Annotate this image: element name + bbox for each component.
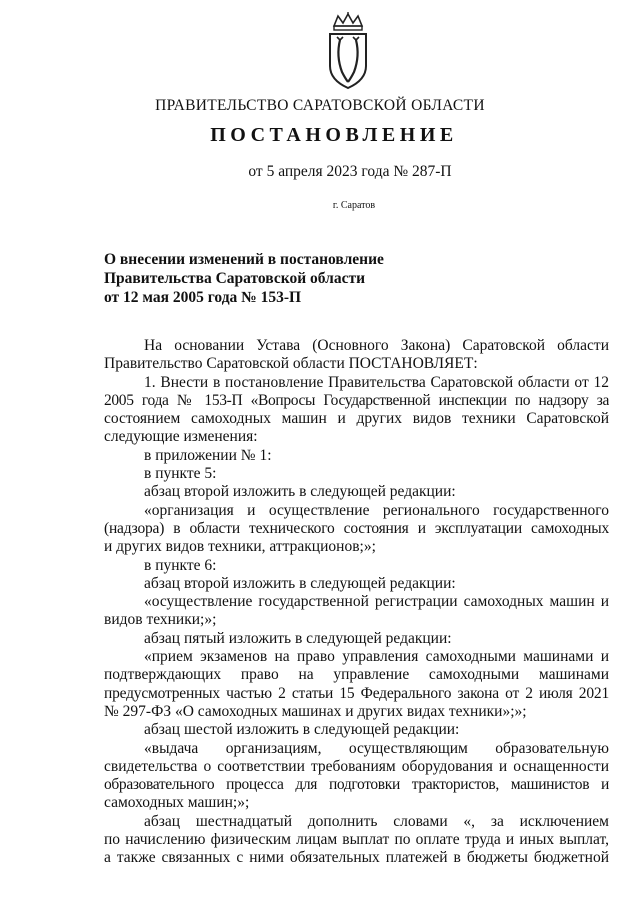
subject-line: от 12 мая 2005 года № 153-П xyxy=(104,289,302,306)
body-line: в приложении № 1: xyxy=(144,446,272,464)
body-line: «осуществление государственной регистрации самоходных машин и xyxy=(144,593,609,611)
body-line: «выдача организациям, осуществляющим образовательную xyxy=(144,739,609,757)
government-name: ПРАВИТЕЛЬСТВО САРАТОВСКОЙ ОБЛАСТИ xyxy=(155,97,485,114)
body-line: состоянием самоходных машин и других видов техники Саратовской xyxy=(104,410,609,428)
body-line: предусмотренных частью 2 статьи 15 Федерального закона от 2 июля 2021 xyxy=(104,684,609,702)
document-body xyxy=(104,337,609,868)
body-line: На основании Устава (Основного Закона) Саратовской области xyxy=(144,337,609,354)
coat-of-arms-icon xyxy=(318,12,378,92)
body-line: и других видов техники, аттракционов;»; xyxy=(104,538,376,556)
body-line: свидетельства о соответствии требованиям оборудования и оснащенности xyxy=(104,757,609,775)
body-line: абзац второй изложить в следующей редакции: xyxy=(144,483,456,501)
body-line: по начислению физическим лицам выплат по оплате труда и иных выплат, xyxy=(104,831,609,849)
city-name: г. Саратов xyxy=(332,200,376,211)
body-line: в пункте 6: xyxy=(144,556,217,574)
body-line: абзац шестой изложить в следующей редакции: xyxy=(144,721,460,739)
body-line: № 297-ФЗ «О самоходных машинах и других видах техники»;»; xyxy=(104,702,527,720)
body-line: в пункте 5: xyxy=(144,465,217,483)
body-line: Правительство Саратовской области ПОСТАНОВЛЯЕТ: xyxy=(104,355,478,373)
body-line: 2005 года № 153-П «Вопросы Государственной инспекции по надзору за xyxy=(104,391,609,409)
body-line: 1. Внести в постановление Правительства Саратовской области от 12 xyxy=(144,373,609,391)
body-line: абзац пятый изложить в следующей редакции: xyxy=(144,629,452,647)
subject-line: О внесении изменений в постановление xyxy=(104,251,384,268)
body-line: абзац шестнадцатый дополнить словами «, за исключением xyxy=(144,812,609,830)
body-line: «организация и осуществление регионального государственного xyxy=(144,501,609,519)
subject-heading xyxy=(104,250,384,307)
body-line: подтверждающих право на управление самоходными машинами xyxy=(104,666,609,684)
body-line: «прием экзаменов на право управления самоходными машинами и xyxy=(144,648,609,666)
subject-line: Правительства Саратовской области xyxy=(104,270,365,287)
body-line: самоходных машин;»; xyxy=(104,794,250,812)
body-line: а также связанных с ними обязательных платежей в бюджеты бюджетной xyxy=(104,849,609,867)
body-line: образовательного процесса для подготовки трактористов, машинистов и xyxy=(104,776,609,794)
body-line: следующие изменения: xyxy=(104,428,258,446)
date-and-number: от 5 апреля 2023 года № 287-П xyxy=(248,163,452,180)
body-line: видов техники;»; xyxy=(104,611,217,629)
document-type-title: ПОСТАНОВЛЕНИЕ xyxy=(210,124,458,146)
body-line: абзац второй изложить в следующей редакции: xyxy=(144,574,456,592)
body-line: (надзора) в области технического состояния и эксплуатации самоходных xyxy=(104,519,609,537)
